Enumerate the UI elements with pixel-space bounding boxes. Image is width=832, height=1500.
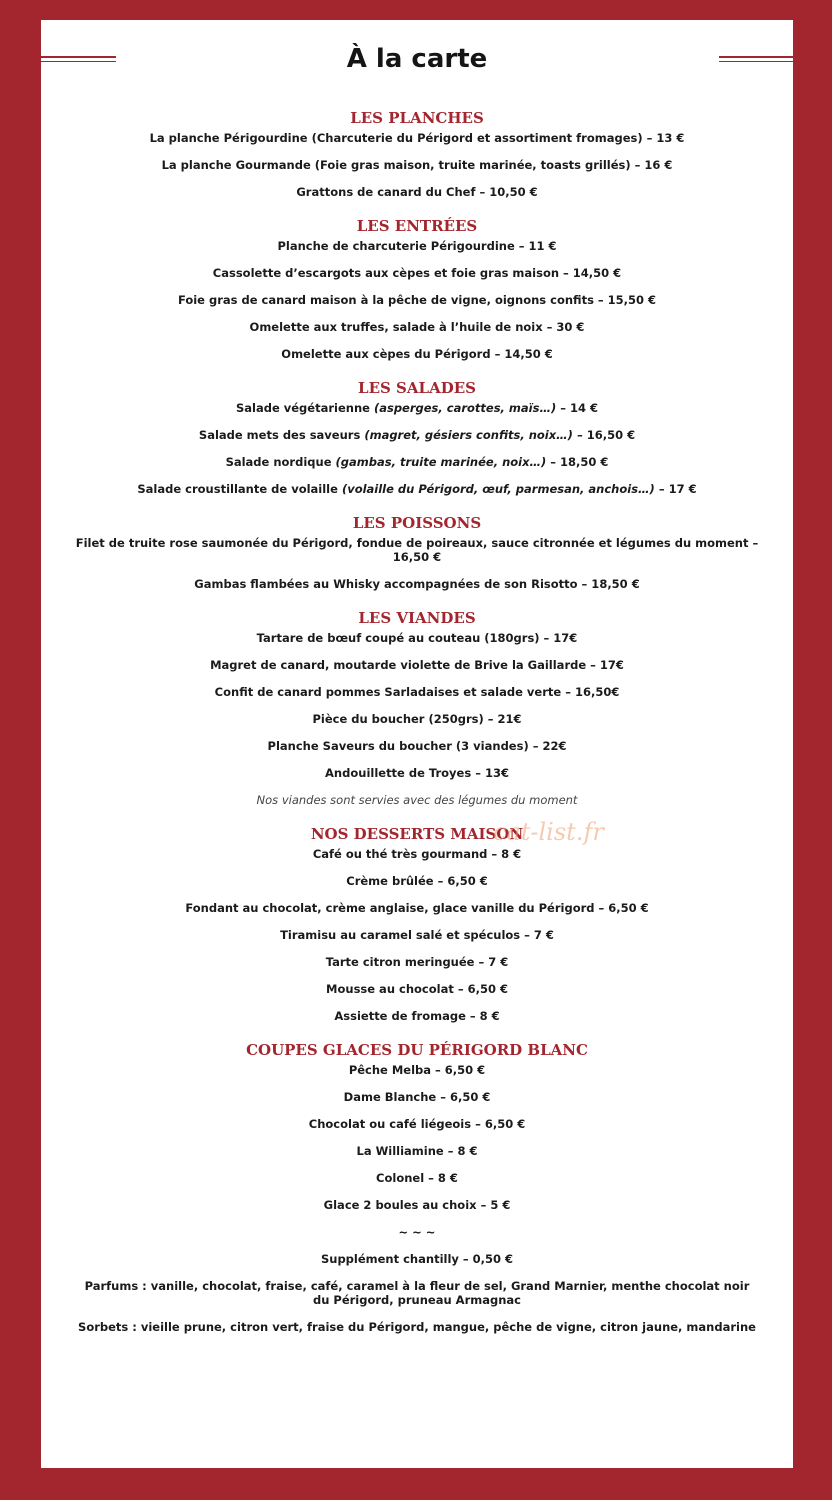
page-title: À la carte bbox=[346, 44, 488, 74]
menu-item: Fondant au chocolat, crème anglaise, glace vanille du Périgord – 6,50 € bbox=[185, 901, 649, 915]
menu-item: Magret de canard, moutarde violette de Brive la Gaillarde – 17€ bbox=[210, 658, 624, 672]
section-heading: LES ENTRÉES bbox=[356, 217, 478, 235]
menu-item: La planche Gourmande (Foie gras maison, truite marinée, toasts grillés) – 16 € bbox=[161, 158, 673, 172]
menu-item: Sorbets : vieille prune, citron vert, fraise du Périgord, mangue, pêche de vigne, citron jaune, mandarine bbox=[78, 1320, 756, 1334]
menu-item: Pêche Melba – 6,50 € bbox=[348, 1063, 486, 1077]
menu-section bbox=[41, 216, 793, 361]
menu-items bbox=[41, 131, 793, 199]
menu-item bbox=[41, 401, 793, 415]
menu-items bbox=[41, 1063, 793, 1334]
section-heading: COUPES GLACES DU PÉRIGORD BLANC bbox=[246, 1041, 588, 1059]
menu-item: Omelette aux truffes, salade à l’huile de noix – 30 € bbox=[249, 320, 585, 334]
menu-item bbox=[41, 455, 793, 469]
section-note: Nos viandes sont servies avec des légumes du moment bbox=[256, 793, 578, 807]
item-price: – 17 € bbox=[658, 482, 697, 496]
menu-item: Supplément chantilly – 0,50 € bbox=[320, 1252, 514, 1266]
menu-item: Mousse au chocolat – 6,50 € bbox=[326, 982, 508, 996]
item-name: Salade mets des saveurs bbox=[198, 428, 361, 442]
section-heading: LES POISSONS bbox=[352, 514, 482, 532]
menu-item: Café ou thé très gourmand – 8 € bbox=[312, 847, 522, 861]
menu-item: La planche Périgourdine (Charcuterie du Périgord et assortiment fromages) – 13 € bbox=[149, 131, 685, 145]
item-description: (gambas, truite marinée, noix…) bbox=[335, 455, 547, 469]
menu-section bbox=[41, 1040, 793, 1334]
section-heading: LES VIANDES bbox=[358, 609, 476, 627]
menu-item: ~ ~ ~ bbox=[398, 1225, 436, 1239]
menu-section bbox=[41, 824, 793, 1023]
menu-item: Dame Blanche – 6,50 € bbox=[343, 1090, 491, 1104]
menu-item: Glace 2 boules au choix – 5 € bbox=[323, 1198, 511, 1212]
menu-item: Chocolat ou café liégeois – 6,50 € bbox=[308, 1117, 526, 1131]
menu-item: La Williamine – 8 € bbox=[356, 1144, 478, 1158]
item-price: – 16,50 € bbox=[576, 428, 636, 442]
menu-item: Omelette aux cèpes du Périgord – 14,50 € bbox=[281, 347, 553, 361]
menu-section bbox=[41, 378, 793, 496]
item-price: – 14 € bbox=[560, 401, 598, 415]
menu-item: Gambas flambées au Whisky accompagnées de son Risotto – 18,50 € bbox=[194, 577, 640, 591]
menu-item: Grattons de canard du Chef – 10,50 € bbox=[296, 185, 538, 199]
menu-item: Tiramisu au caramel salé et spéculos – 7 € bbox=[280, 928, 554, 942]
menu-item: Parfums : vanille, chocolat, fraise, café, caramel à la fleur de sel, Grand Marnier, menthe chocolat noir du Périgord, pruneau Armagnac bbox=[84, 1279, 750, 1307]
menu-section bbox=[41, 513, 793, 591]
menu-item: Colonel – 8 € bbox=[376, 1171, 458, 1185]
menu-item: Cassolette d’escargots aux cèpes et foie gras maison – 14,50 € bbox=[212, 266, 622, 280]
title-rule-right bbox=[719, 56, 793, 62]
section-heading: NOS DESSERTS MAISON bbox=[310, 825, 524, 843]
item-description: (volaille du Périgord, œuf, parmesan, anchois…) bbox=[341, 482, 655, 496]
item-name: Salade croustillante de volaille bbox=[137, 482, 338, 496]
menu-content bbox=[41, 108, 793, 1334]
item-description: (asperges, carottes, maïs…) bbox=[373, 401, 557, 415]
menu-item: Andouillette de Troyes – 13€ bbox=[325, 766, 509, 780]
menu-page bbox=[41, 20, 793, 1468]
item-description: (magret, gésiers confits, noix…) bbox=[364, 428, 573, 442]
menu-item: Crème brûlée – 6,50 € bbox=[346, 874, 488, 888]
menu-item bbox=[41, 482, 793, 496]
menu-items bbox=[41, 847, 793, 1023]
menu-items bbox=[41, 631, 793, 807]
menu-items bbox=[41, 401, 793, 496]
watermark: cat-list.fr bbox=[493, 818, 604, 846]
section-heading: LES SALADES bbox=[358, 379, 476, 397]
item-price: – 18,50 € bbox=[550, 455, 609, 469]
menu-item: Assiette de fromage – 8 € bbox=[334, 1009, 500, 1023]
item-name: Salade nordique bbox=[225, 455, 332, 469]
section-heading: LES PLANCHES bbox=[350, 109, 484, 127]
menu-item: Pièce du boucher (250grs) – 21€ bbox=[312, 712, 522, 726]
menu-items bbox=[41, 536, 793, 591]
menu-item: Planche Saveurs du boucher (3 viandes) – 22€ bbox=[267, 739, 567, 753]
menu-item: Tartare de bœuf coupé au couteau (180grs) – 17€ bbox=[256, 631, 578, 645]
menu-item bbox=[41, 428, 793, 442]
menu-item: Filet de truite rose saumonée du Périgord, fondue de poireaux, sauce citronnée et légumes du moment – 16,50 € bbox=[75, 536, 759, 564]
title-row bbox=[41, 42, 793, 78]
menu-section bbox=[41, 608, 793, 807]
menu-items bbox=[41, 239, 793, 361]
menu-item: Tarte citron meringuée – 7 € bbox=[325, 955, 509, 969]
menu-section bbox=[41, 108, 793, 199]
item-name: Salade végétarienne bbox=[235, 401, 370, 415]
menu-item: Planche de charcuterie Périgourdine – 11 € bbox=[277, 239, 557, 253]
menu-item: Foie gras de canard maison à la pêche de vigne, oignons confits – 15,50 € bbox=[177, 293, 657, 307]
menu-item: Confit de canard pommes Sarladaises et salade verte – 16,50€ bbox=[214, 685, 620, 699]
